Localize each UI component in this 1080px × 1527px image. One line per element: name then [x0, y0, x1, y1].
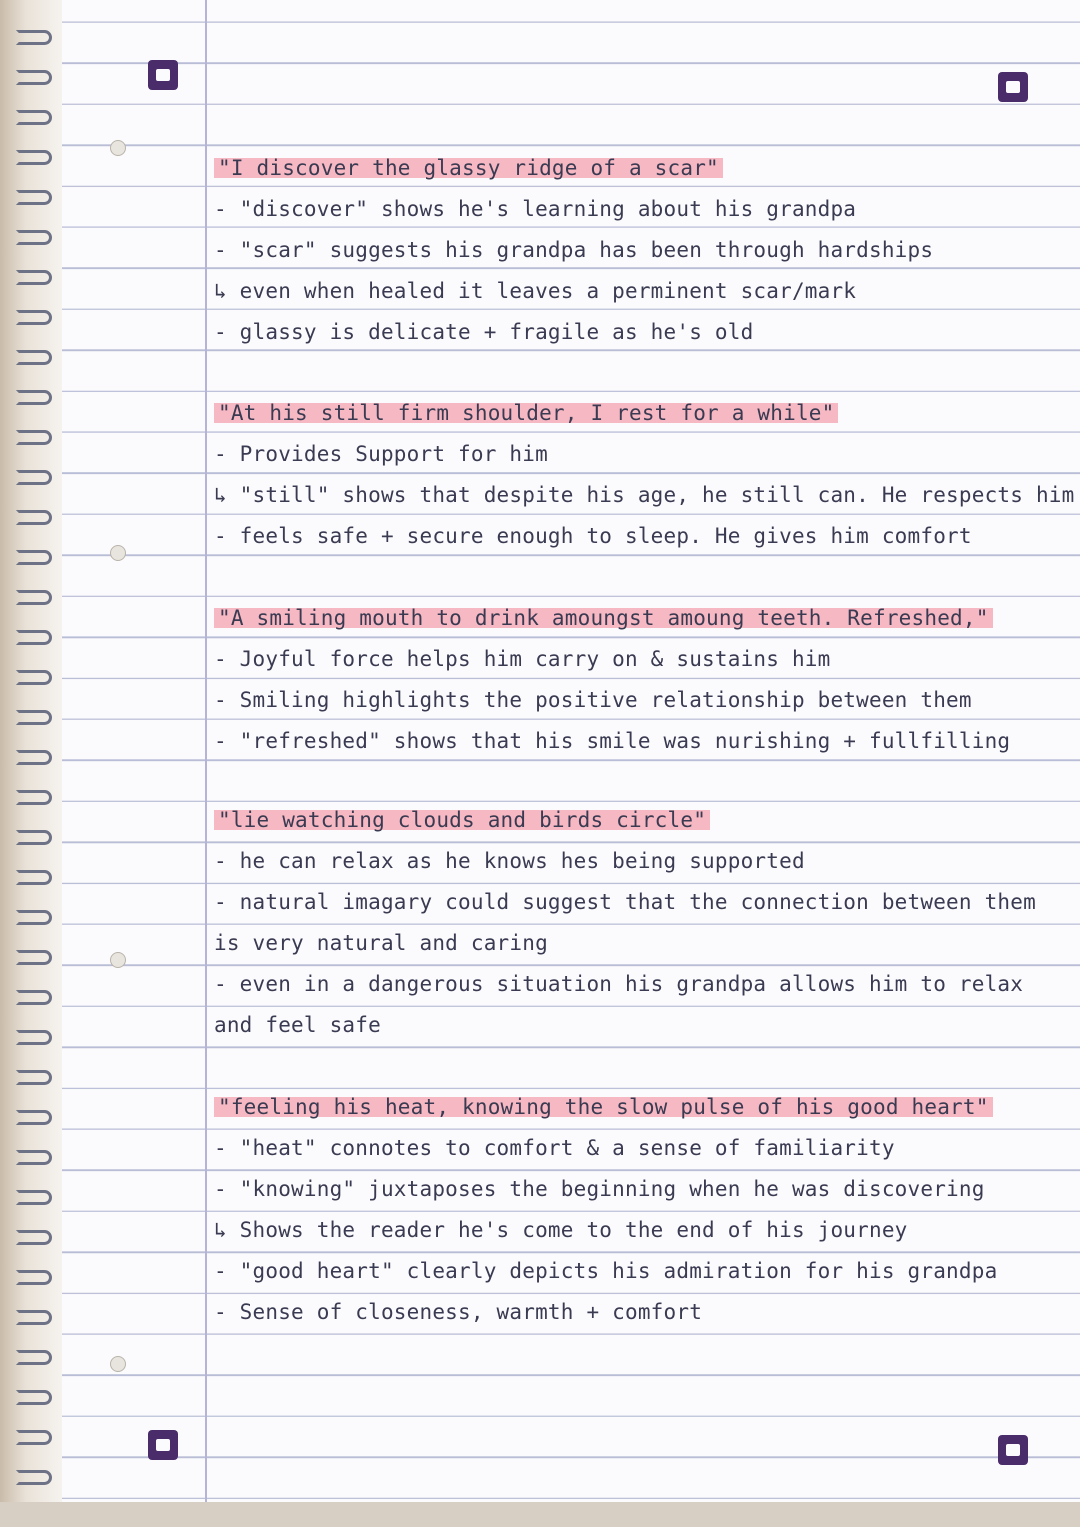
spiral-ring	[16, 870, 52, 885]
spiral-ring	[16, 30, 52, 45]
note-point: ↳ Shows the reader he's come to the end of his journey	[214, 1218, 908, 1242]
spiral-ring	[16, 830, 52, 845]
spiral-ring	[16, 1430, 52, 1445]
quote-line: "lie watching clouds and birds circle"	[214, 806, 710, 834]
spiral-ring	[16, 990, 52, 1005]
brand-logo-icon	[998, 1435, 1028, 1465]
spiral-ring	[16, 790, 52, 805]
spiral-ring	[16, 630, 52, 645]
note-point: - "heat" connotes to comfort & a sense of familiarity	[214, 1136, 895, 1160]
margin-line	[205, 0, 207, 1527]
brand-logo-icon	[998, 72, 1028, 102]
punch-hole	[110, 545, 126, 561]
spiral-ring	[16, 1150, 52, 1165]
spiral-ring	[16, 150, 52, 165]
spiral-ring	[16, 350, 52, 365]
note-point: - "scar" suggests his grandpa has been through hardships	[214, 238, 934, 262]
page-edge	[0, 1502, 1080, 1527]
spiral-ring	[16, 1190, 52, 1205]
brand-logo-icon	[148, 1430, 178, 1460]
spiral-ring	[16, 1070, 52, 1085]
spiral-ring	[16, 430, 52, 445]
quote-line: "A smiling mouth to drink amoungst amoung teeth. Refreshed,"	[214, 604, 993, 632]
spiral-ring	[16, 390, 52, 405]
spiral-ring	[16, 750, 52, 765]
note-point: - Smiling highlights the positive relationship between them	[214, 688, 972, 712]
spiral-ring	[16, 190, 52, 205]
quote-line: "At his still firm shoulder, I rest for a while"	[214, 399, 838, 427]
note-point: is very natural and caring	[214, 931, 548, 955]
note-point: - "refreshed" shows that his smile was nurishing + fullfilling	[214, 729, 1011, 753]
note-point: - natural imagary could suggest that the connection between them	[214, 890, 1036, 914]
spiral-ring	[16, 550, 52, 565]
spiral-ring	[16, 710, 52, 725]
spiral-ring	[16, 1110, 52, 1125]
note-point: ↳ even when healed it leaves a perminent scar/mark	[214, 279, 857, 303]
note-point: - even in a dangerous situation his grandpa allows him to relax	[214, 972, 1024, 996]
spiral-ring	[16, 1230, 52, 1245]
note-point: ↳ "still" shows that despite his age, he still can. He respects him	[214, 483, 1075, 507]
punch-hole	[110, 952, 126, 968]
spiral-ring	[16, 110, 52, 125]
spiral-ring	[16, 1030, 52, 1045]
note-point: - "good heart" clearly depicts his admiration for his grandpa	[214, 1259, 998, 1283]
spiral-ring	[16, 470, 52, 485]
spiral-binding	[0, 0, 62, 1527]
spiral-ring	[16, 310, 52, 325]
note-point: - "knowing" juxtaposes the beginning when he was discovering	[214, 1177, 985, 1201]
spiral-ring	[16, 1470, 52, 1485]
spiral-ring	[16, 670, 52, 685]
spiral-ring	[16, 590, 52, 605]
note-point: - he can relax as he knows hes being supported	[214, 849, 805, 873]
note-point: - "discover" shows he's learning about his grandpa	[214, 197, 857, 221]
spiral-ring	[16, 1310, 52, 1325]
quote-line: "I discover the glassy ridge of a scar"	[214, 154, 723, 182]
note-point: - glassy is delicate + fragile as he's old	[214, 320, 754, 344]
punch-hole	[110, 140, 126, 156]
note-point: - feels safe + secure enough to sleep. He gives him comfort	[214, 524, 972, 548]
spiral-ring	[16, 1390, 52, 1405]
spiral-ring	[16, 230, 52, 245]
spiral-ring	[16, 270, 52, 285]
spiral-ring	[16, 910, 52, 925]
spiral-ring	[16, 1270, 52, 1285]
quote-line: "feeling his heat, knowing the slow pulse of his good heart"	[214, 1093, 993, 1121]
spiral-ring	[16, 1350, 52, 1365]
spiral-ring	[16, 70, 52, 85]
spiral-ring	[16, 950, 52, 965]
note-point: and feel safe	[214, 1013, 381, 1037]
spiral-ring	[16, 510, 52, 525]
note-point: - Provides Support for him	[214, 442, 548, 466]
note-point: - Joyful force helps him carry on & sustains him	[214, 647, 831, 671]
punch-hole	[110, 1356, 126, 1372]
note-point: - Sense of closeness, warmth + comfort	[214, 1300, 703, 1324]
brand-logo-icon	[148, 60, 178, 90]
